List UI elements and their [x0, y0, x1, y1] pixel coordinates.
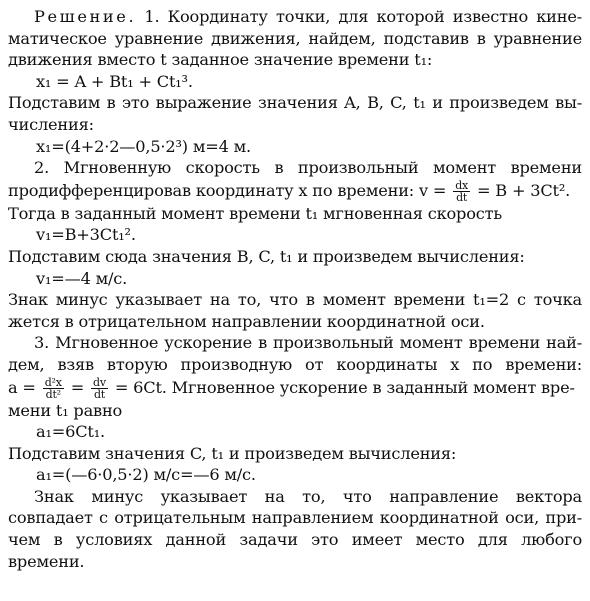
text-line: [8, 179, 582, 203]
text-line: 2. Мгновенную скорость в произвольный момент времени: [34, 158, 582, 178]
text-line: 3. Мгновенное ускорение в произвольный момент времени най-: [34, 333, 582, 353]
formula-line: x₁ = A + Bt₁ + Ct₁³.: [36, 71, 193, 91]
text-line: Подставим значения C, t₁ и произведем вычисления:: [8, 443, 457, 463]
inline-text: продифференцировав координату x по времени: v =: [8, 180, 452, 200]
inline-text: = 6Ct. Мгновенное ускорение в заданный момент вре-: [109, 377, 575, 397]
text-line: Знак минус указывает на то, что в момент времени t₁=2 с точка: [8, 290, 582, 310]
text-line: времени.: [8, 551, 85, 571]
fraction: [91, 377, 108, 400]
text-line: числения:: [8, 114, 94, 134]
formula-line: x₁=(4+2·2—0,5·2³) м=4 м.: [36, 136, 251, 156]
inline-text: a =: [8, 377, 41, 397]
formula-line: v₁=B+3Ct₁².: [36, 225, 136, 245]
text-line: Знак минус указывает на то, что направление вектора: [34, 486, 582, 506]
fraction-numerator: dv: [93, 375, 106, 389]
text-line: Тогда в заданный момент времени t₁ мгновенная скорость: [8, 203, 502, 223]
fraction-denominator: dt: [456, 190, 468, 203]
solution-heading: Решение.: [34, 7, 137, 26]
text-line: совпадает с отрицательным направлением координатной оси, при-: [8, 508, 582, 528]
text-line: матическое уравнение движения, найдем, подставив в уравнение: [8, 28, 582, 48]
formula-line: a₁=6Ct₁.: [36, 422, 105, 442]
text-line: [8, 6, 582, 28]
text-line: Подставим в это выражение значения A, B, C, t₁ и произведем вы-: [8, 93, 582, 113]
fraction-numerator: dx: [455, 178, 469, 192]
text-line: [8, 376, 582, 400]
fraction-denominator: dt: [93, 387, 105, 400]
text-line: чем в условиях данной задачи это имеет место для любого: [8, 530, 582, 550]
text-line: жется в отрицательном направлении координатной оси.: [8, 311, 485, 331]
text-line: дем, взяв вторую производную от координаты x по времени:: [8, 354, 582, 374]
fraction: [453, 180, 470, 203]
line-rest: 1. Координату точки, для которой известно кине-: [136, 7, 582, 26]
formula-line: v₁=—4 м/с.: [36, 268, 128, 288]
text-line: мени t₁ равно: [8, 400, 123, 420]
text-line: движения вместо t заданное значение времени t₁:: [8, 50, 433, 70]
fraction-numerator: d²x: [44, 375, 62, 389]
inline-text: = B + 3Ct².: [472, 180, 571, 200]
formula-line: a₁=(—6·0,5·2) м/с=—6 м/с.: [36, 465, 256, 485]
fraction: [43, 377, 64, 400]
inline-text: =: [65, 377, 90, 397]
text-line: Подставим сюда значения B, C, t₁ и произведем вычисления:: [8, 246, 525, 266]
fraction-denominator: dt²: [45, 387, 61, 400]
